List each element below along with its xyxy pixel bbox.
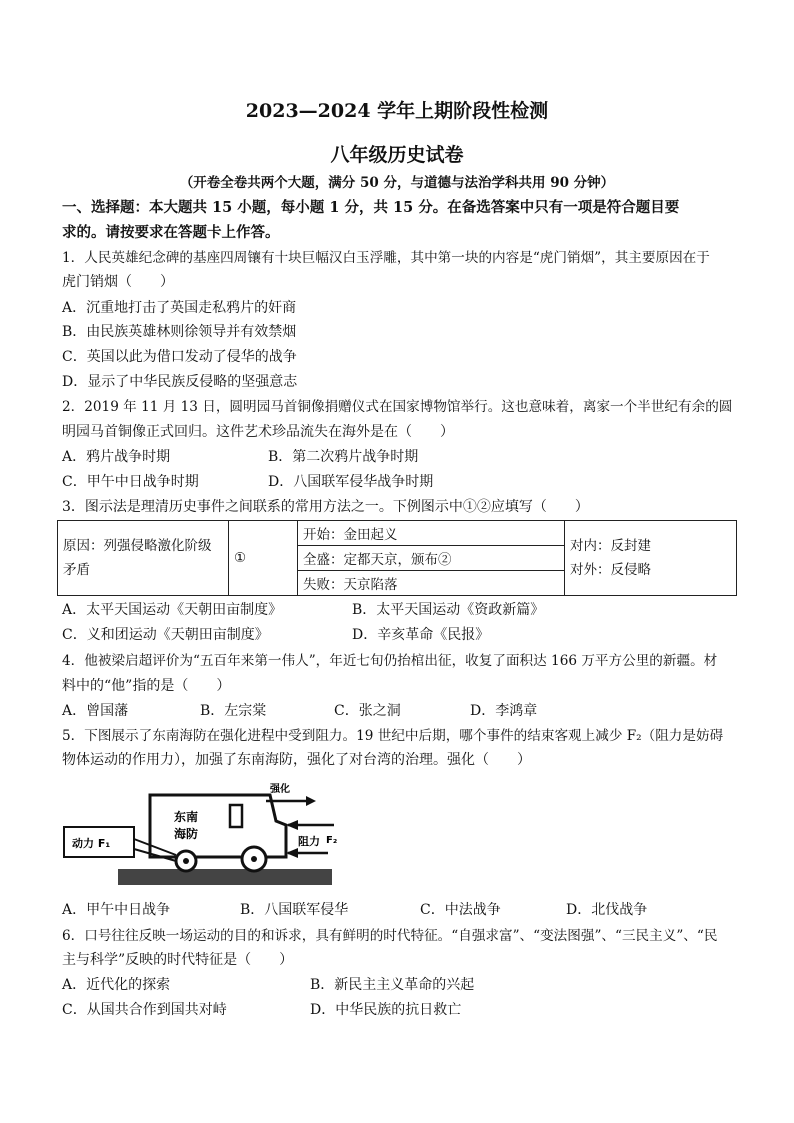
front-wheel-hub [183, 858, 189, 864]
q3-option-b: B．太平天国运动《资政新篇》 [352, 602, 545, 618]
q4-stem-line1: 4．他被梁启超评价为“五百年来第一伟人”，年近七旬仍抬棺出征，收复了面积达 166 万平方公里的新疆。材 [62, 653, 718, 669]
q3-outer-text: 对外：反侵略 [570, 562, 651, 578]
q4-option-a: A．曾国藩 [62, 703, 129, 719]
section-heading-line1: 一、选择题：本大题共 15 小题，每小题 1 分，共 15 分。在备选答案中只有一项是符合题目要 [62, 199, 680, 216]
q5-option-d: D．北伐战争 [566, 902, 648, 918]
q3-option-c: C．义和团运动《天朝田亩制度》 [62, 627, 269, 643]
q6-stem-line1: 6．口号往往反映一场运动的目的和诉求，具有鲜明的时代特征。“自强求富”、“变法图强”、“三民主义”、“民 [62, 928, 718, 944]
truck-window [230, 805, 242, 827]
q3-inner-text: 对内：反封建 [570, 538, 651, 554]
resistance-f2-label: F₂ [326, 835, 338, 846]
force-label: 动力 F₁ [72, 837, 111, 850]
q2-option-b: B．第二次鸦片战争时期 [268, 449, 419, 465]
q4-option-d: D．李鸿章 [470, 703, 538, 719]
q3-start-cell: 开始：金田起义 [298, 521, 565, 546]
rear-wheel-hub [251, 856, 257, 862]
q6-option-a: A．近代化的探索 [62, 977, 171, 993]
q3-option-a: A．太平天国运动《天朝田亩制度》 [62, 602, 283, 618]
q2-stem-line1: 2．2019 年 11 月 13 日，圆明园马首铜像捐赠仪式在国家博物馆举行。这也意味着，离家一个半世纪有余的圆 [62, 399, 733, 415]
q3-stem: 3．图示法是理清历史事件之间联系的常用方法之一。下例图示中①②应填写（ ） [62, 499, 589, 515]
q5-option-b: B．八国联军侵华 [240, 902, 349, 918]
q6-option-c: C．从国共合作到国共对峙 [62, 1002, 227, 1018]
q3-cause-cell: 原因：列强侵略激化阶级矛盾 [58, 521, 229, 596]
q5-stem-line1: 5．下图展示了东南海防在强化进程中受到阻力。19 世纪中后期，哪个事件的结束客观上减少 F₂（阻力是妨碍 [62, 728, 724, 744]
q2-stem-line2: 明园马首铜像正式回归。这件艺术珍品流失在海外是在（ ） [62, 424, 454, 440]
exam-note: （开卷全卷共两个大题，满分 50 分，与道德与法治学科共用 90 分钟） [179, 175, 615, 191]
resistance-label: 阻力 [298, 835, 320, 848]
q3-fail-cell: 失败：天京陷落 [298, 571, 565, 596]
q6-option-b: B．新民主主义革命的兴起 [310, 977, 475, 993]
q2-option-c: C．甲午中日战争时期 [62, 474, 199, 490]
q4-stem-line2: 料中的“他”指的是（ ） [62, 678, 231, 694]
truck-body [150, 795, 286, 857]
resistance-arrowhead-lower [286, 848, 298, 858]
q1-option-b: B．由民族英雄林则徐领导并有效禁烟 [62, 324, 297, 340]
q1-stem-line1: 1．人民英雄纪念碑的基座四周镶有十块巨幅汉白玉浮雕，其中第一块的内容是“虎门销烟”，其主要原因在于 [62, 250, 710, 266]
truck-label-line1: 东南 [174, 810, 199, 824]
q1-option-a: A．沉重地打击了英国走私鸦片的奸商 [62, 300, 297, 316]
strengthen-label: 强化 [270, 784, 290, 795]
ground-bar [118, 869, 332, 885]
q2-option-d: D．八国联军侵华战争时期 [268, 474, 434, 490]
q4-option-b: B．左宗棠 [200, 703, 267, 719]
q3-option-d: D．辛亥革命《民报》 [352, 627, 490, 643]
section-heading-line2: 求的。请按要求在答题卡上作答。 [62, 224, 280, 241]
q4-option-c: C．张之洞 [334, 703, 401, 719]
exam-title: 2023—2024 学年上期阶段性检测 [245, 100, 549, 122]
q5-coastal-defense-figure [62, 781, 342, 889]
q1-option-c: C．英国以此为借口发动了侵华的战争 [62, 349, 297, 365]
truck-label-line2: 海防 [174, 827, 199, 841]
q6-option-d: D．中华民族的抗日救亡 [310, 1002, 462, 1018]
q5-stem-line2: 物体运动的作用力），加强了东南海防，强化了对台湾的治理。强化（ ） [62, 752, 531, 768]
q1-stem-line2: 虎门销烟（ ） [62, 274, 174, 290]
q5-option-c: C．中法战争 [420, 902, 501, 918]
q3-significance-cell [565, 521, 737, 596]
exam-subject: 八年级历史试卷 [330, 144, 464, 166]
q2-option-a: A．鸦片战争时期 [62, 449, 171, 465]
q3-peak-cell: 全盛：定都天京，颁布② [298, 546, 565, 571]
q6-stem-line2: 主与科学”反映的时代特征是（ ） [62, 952, 294, 968]
q5-option-a: A．甲午中日战争 [62, 902, 171, 918]
strengthen-arrowhead [306, 796, 316, 806]
resistance-arrowhead [286, 820, 298, 830]
q3-blank-cell: ① [229, 521, 298, 596]
q1-option-d: D．显示了中华民族反侵略的坚强意志 [62, 374, 298, 390]
q3-diagram-table [57, 520, 737, 596]
